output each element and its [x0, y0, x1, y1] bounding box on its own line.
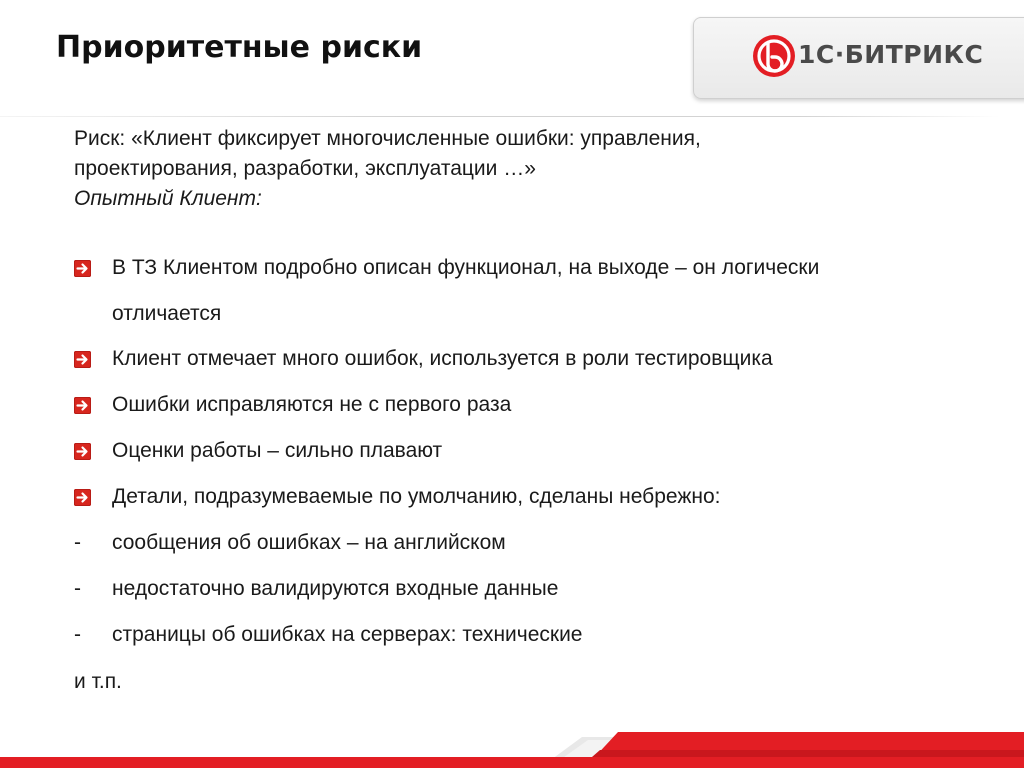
risk-statement-line-1: Риск: «Клиент фиксирует многочисленные ошибки: управления,	[74, 127, 701, 150]
risk-intro	[74, 124, 954, 214]
risk-statement-line-2: проектирования, разработки, эксплуатации …»	[74, 157, 536, 180]
sub-list-item: страницы об ошибках на серверах: технические	[112, 623, 583, 646]
dash-marker: -	[74, 623, 81, 646]
list-item-continuation: отличается	[112, 302, 222, 325]
list-item: Клиент отмечает много ошибок, используется в роли тестировщика	[112, 347, 773, 370]
risk-subtitle: Опытный Клиент:	[74, 187, 262, 210]
bitrix-logo-icon	[752, 34, 796, 78]
list-item: Детали, подразумеваемые по умолчанию, сделаны небрежно:	[112, 485, 721, 508]
arrow-bullet-icon	[74, 397, 91, 414]
dash-marker: -	[74, 577, 81, 600]
dash-marker: -	[74, 531, 81, 554]
title-divider	[0, 116, 1000, 117]
arrow-bullet-icon	[74, 351, 91, 368]
closing-text: и т.п.	[74, 670, 122, 693]
list-item: В ТЗ Клиентом подробно описан функционал, на выходе – он логически	[112, 256, 820, 279]
sub-list-item: сообщения об ошибках – на английском	[112, 531, 506, 554]
arrow-bullet-icon	[74, 443, 91, 460]
page-title: Приоритетные риски	[56, 30, 423, 65]
arrow-bullet-icon	[74, 489, 91, 506]
logo-panel	[693, 17, 1024, 99]
logo-wordmark: 1С·БИТРИКС	[798, 40, 984, 69]
arrow-bullet-icon	[74, 260, 91, 277]
list-item: Ошибки исправляются не с первого раза	[112, 393, 512, 416]
list-item: Оценки работы – сильно плавают	[112, 439, 443, 462]
sub-list-item: недостаточно валидируются входные данные	[112, 577, 559, 600]
